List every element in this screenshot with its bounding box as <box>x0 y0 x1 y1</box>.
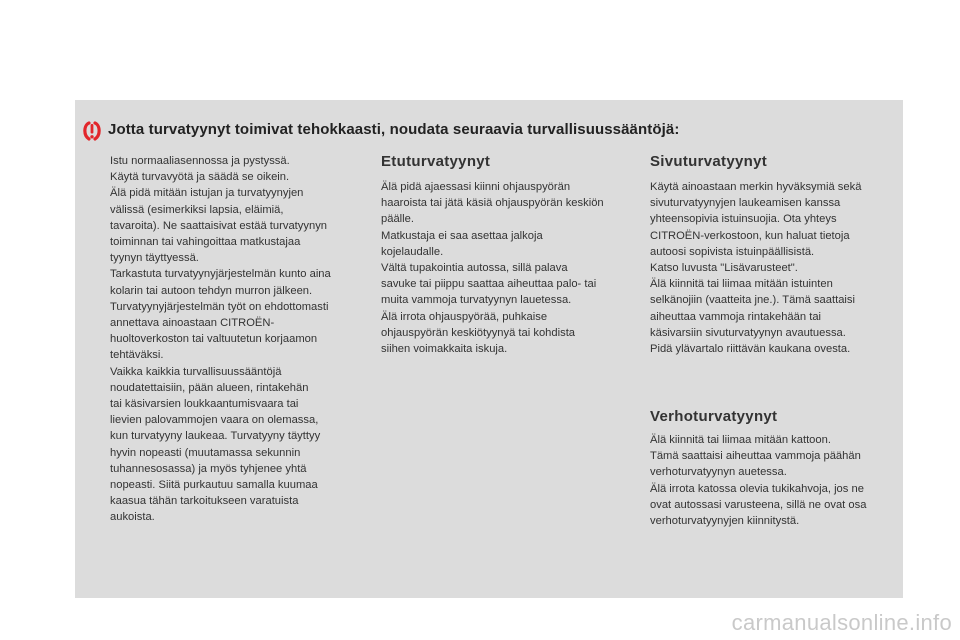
front-airbags-text: Älä pidä ajaessasi kiinni ohjauspyörän haaroista tai jätä käsiä ohjauspyörän keskiön päälle. Matkustaja ei saa asettaa jalkoja kojelaudalle. Vältä tupakointia autossa, sillä palava savuke tai piippu saattaa aiheuttaa palo- tai muita vammoja turvatyynyn lauetessa. Älä irrota ohjauspyörää, puhkaise ohjauspyörän keskiötyynyä tai kohdista siihen voimakkaita iskuja. <box>381 181 604 356</box>
warning-exclamation-icon <box>82 121 102 141</box>
side-airbags-title: Sivuturvatyynyt <box>650 153 768 170</box>
curtain-airbags-title: Verhoturvatyynyt <box>650 408 778 425</box>
intro-text: Istu normaaliasennossa ja pystyssä. Käytä turvavyötä ja säädä se oikein. Älä pidä mitään istujan ja turvatyynyjen välissä (esimerkiksi lapsia, eläimiä, tavaroita). Ne saattaisivat estää turvatyynyn toiminnan tai vahingoittaa matkustajaa tyynyn täyttyessä. Tarkastuta turvatyynyjärjestelmän kunto aina kolarin tai autoon tehdyn murron jälkeen. Turvatyynyjärjestelmän työt on ehdottomasti annettava ainoastaan CITROËN- huoltoverkoston tai valtuutetun korjaamon tehtäväksi. Vaikka kaikkia turvallisuussääntöjä noudatettaisiin, pään alueen, rintakehän tai käsivarsien loukkaantumisvaara tai lievien palovammojen vaara on olemassa, kun turvatyyny laukeaa. Turvatyyny täyttyy hyvin nopeasti (muutamassa sekunnin tuhannesosassa) ja myös tyhjenee yhtä nopeasti. Siitä purkautuu samalla kuumaa kaasua tähän tarkoitukseen varatuista aukoista. <box>110 155 331 524</box>
intro-column <box>110 153 360 526</box>
watermark: carmanualsonline.info <box>731 610 952 635</box>
curtain-airbags-text: Älä kiinnitä tai liimaa mitään kattoon. Tämä saattaisi aiheuttaa vammoja päähän verhoturvatyynyn auetessa. Älä irrota katossa olevia tukikahvoja, jos ne ovat autossasi varusteena, sillä ne ovat osa verhoturvatyynyjen kiinnitystä. <box>650 434 867 528</box>
page-heading: Jotta turvatyynyt toimivat tehokkaasti, noudata seuraavia turvallisuussääntöjä: <box>108 121 680 138</box>
front-airbags-column <box>381 179 636 357</box>
side-airbags-text: Käytä ainoastaan merkin hyväksymiä sekä sivuturvatyynyjen laukeamisen kanssa yhteensopivia istuinsuojia. Ota yhteys CITROËN-verkostoon, kun haluat tietoja autoosi sopivista istuinpäällisistä. Katso luvusta "Lisävarusteet". Älä kiinnitä tai liimaa mitään istuinten selkänojiin (vaatteita jne.). Tämä saattaisi aiheuttaa vammoja rintakehään tai käsivarsiin sivuturvatyynyn avautuessa. Pidä ylävartalo riittävän kaukana ovesta. <box>650 181 862 356</box>
side-airbags-column <box>650 179 900 357</box>
front-airbags-title: Etuturvatyynyt <box>381 153 491 170</box>
curtain-airbags-column <box>650 432 900 529</box>
